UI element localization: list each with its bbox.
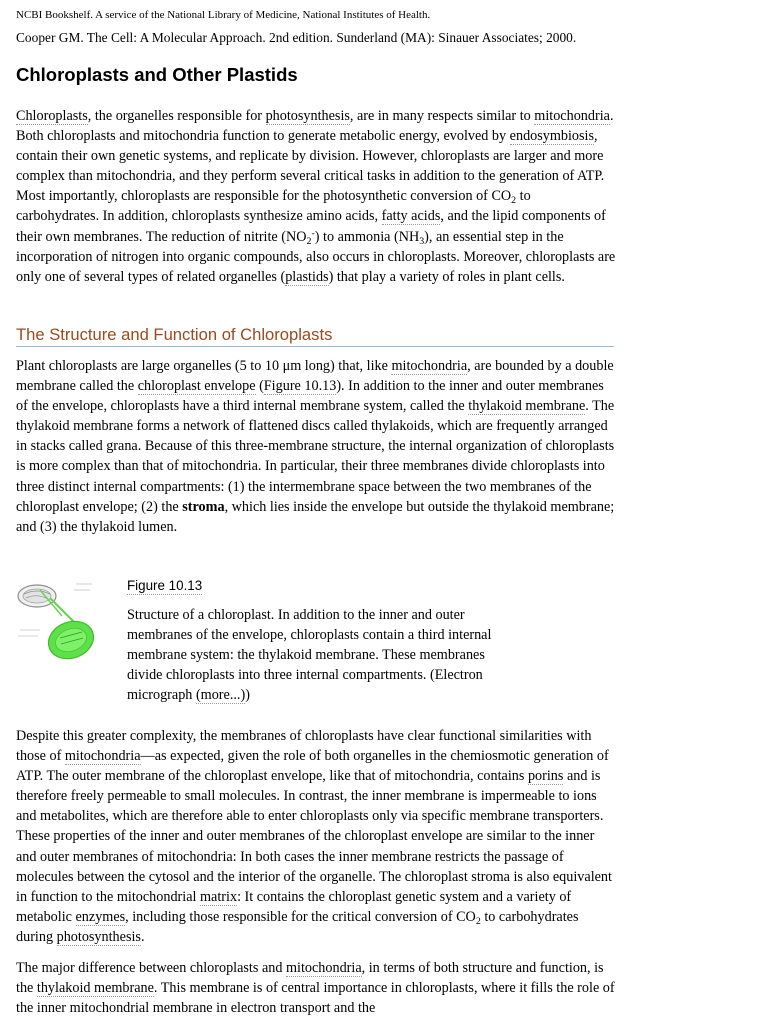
link-chloroplast-envelope[interactable]: chloroplast envelope — [137, 378, 256, 395]
citation: Cooper GM. The Cell: A Molecular Approach. 2nd edition. Sunderland (MA): Sinauer Associates; 2000. — [16, 30, 577, 45]
link-mitochondria-4[interactable]: mitochondria — [285, 960, 362, 976]
similarity-paragraph: Despite this greater complexity, the membranes of chloroplasts have clear functional similarities with those of mitochondria—as expected, given the role of both organelles in the chemiosmotic generation of ATP. The outer membrane of the chloroplast envelope, like that of mitochondria, contains porins and is therefore freely permeable to small molecules. In contrast, the inner membrane is impermeable to ions and metabolites, which are therefore able to enter chloroplasts only via specific membrane transporters. These properties of the inner and outer membranes of the chloroplast envelope are similar to the inner and outer membranes of mitochondria: In both cases the inner membrane restricts the passage of molecules between the cytosol and the interior of the organelle. The chloroplast stroma is also equivalent in function to the mitochondrial matrix: It contains the chloroplast genetic system and a variety of metabolic enzymes, including those responsible for the critical conversion of $CO_2$ to carbohydrates during photosynthesis. — [16, 728, 612, 945]
figure-thumbnail[interactable] — [16, 576, 96, 662]
link-more[interactable]: (more...) — [195, 687, 246, 704]
link-figure-10-13[interactable]: Figure 10.13 — [263, 378, 337, 395]
difference-paragraph: The major difference between chloroplasts and mitochondria, in terms of both structure and function, is the thylakoid membrane. This membrane is of central importance in chloroplasts, where it fills the role of the inner mitochondrial membrane in electron transport and the — [16, 960, 615, 1017]
link-photosynthesis-2[interactable]: photosynthesis — [56, 928, 141, 945]
link-endosymbiosis[interactable]: endosymbiosis — [509, 128, 595, 145]
figure-title[interactable]: Figure 10.13 — [127, 578, 203, 593]
figure-caption: Structure of a chloroplast. In addition to the inner and outer membranes of the envelope, chloroplasts contain a third internal membrane system: the thylakoid membrane. These membranes divide chloroplasts into three internal compartments. (Electron micrograph (more...)) — [127, 607, 492, 704]
structure-paragraph: Plant chloroplasts are large organelles (5 to 10 μm long) that, like mitochondria, are bounded by a double membrane called the chloroplast envelope (Figure 10.13). In addition to the inner and outer membranes of the envelope, chloroplasts have a third internal membrane system, called the thylakoid membrane. The thylakoid membrane forms a network of flattened discs called thylakoids, which are frequently arranged in stacks called grana. Because of this three-membrane structure, the internal organization of chloroplasts is more complex than that of mitochondria. In particular, their three membranes divide chloroplasts into three distinct internal compartments: (1) the intermembrane space between the two membranes of the chloroplast envelope; (2) the stroma, which lies inside the envelope but outside the thylakoid membrane; and (3) the thylakoid lumen. — [16, 358, 615, 535]
page-title: Chloroplasts and Other Plastids — [16, 64, 298, 85]
link-mitochondria[interactable]: mitochondria — [534, 108, 610, 124]
link-plastids[interactable]: plastids — [285, 268, 329, 285]
intro-paragraph: Chloroplasts, the organelles responsible for photosynthesis, are in many respects similar to mitochondria. Both chloroplasts and mitochondria function to generate metabolic energy, evolved by endosymbiosis, contain their own genetic systems, and replicate by division. However, chloroplasts are larger and more complex than mitochondria, and they perform several critical tasks in addition to the generation of ATP. Most importantly, chloroplasts are responsible for the photosynthetic conversion of $CO_2$ to carbohydrates. In addition, chloroplasts synthesize amino acids, fatty acids, and the lipid components of their own membranes. The reduction of nitrite $(NO_2^-)$ to ammonia $(NH_3)$, an essential step in the incorporation of nitrogen into organic compounds, also occurs in chloroplasts. Moreover, chloroplasts are only one of several types of related organelles (plastids) that play a variety of roles in plant cells. — [16, 108, 616, 285]
link-porins[interactable]: porins — [527, 768, 564, 785]
section-heading: The Structure and Function of Chloroplasts — [16, 325, 614, 347]
bookshelf-line: NCBI Bookshelf. A service of the National Library of Medicine, National Institutes of Health. — [16, 9, 431, 21]
link-thylakoid-membrane[interactable]: thylakoid membrane — [468, 398, 586, 415]
link-mitochondria-3[interactable]: mitochondria — [64, 748, 141, 765]
link-photosynthesis[interactable]: photosynthesis — [265, 108, 350, 124]
link-matrix[interactable]: matrix — [200, 888, 238, 905]
link-mitochondria-2[interactable]: mitochondria — [391, 358, 468, 374]
chloroplast-diagram-icon — [16, 576, 96, 662]
link-enzymes[interactable]: enzymes — [75, 908, 126, 925]
link-thylakoid-membrane-2[interactable]: thylakoid membrane — [36, 980, 154, 997]
link-chloroplasts[interactable]: Chloroplasts — [16, 108, 88, 124]
link-fatty-acids[interactable]: fatty acids — [381, 208, 441, 225]
